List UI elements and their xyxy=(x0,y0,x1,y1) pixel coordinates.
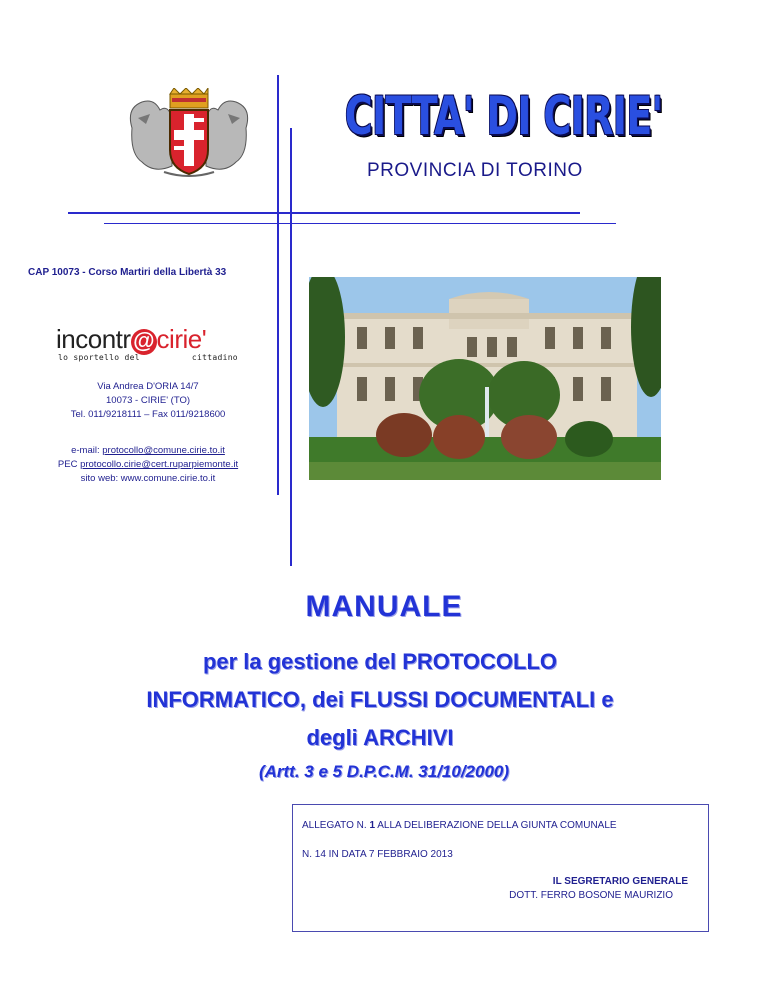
contact-address-block xyxy=(36,380,260,422)
vertical-divider-left xyxy=(277,75,279,495)
vertical-divider-right xyxy=(290,128,292,566)
logo-text-before: incontr xyxy=(56,324,131,354)
website-text: sito web: www.comune.cirie.to.it xyxy=(80,473,216,484)
logo-at-icon: @ xyxy=(131,329,157,355)
contact-city: 10073 - CIRIE' (TO) xyxy=(106,395,190,406)
pec-link[interactable]: protocollo.cirie@cert.ruparpiemonte.it xyxy=(80,459,239,470)
document-title: MANUALE xyxy=(305,590,463,623)
pec-label: PEC xyxy=(57,459,81,470)
signer-role: IL SEGRETARIO GENERALE xyxy=(552,876,688,887)
email-label: e-mail: xyxy=(71,445,103,456)
logo-sub-left: lo sportello del xyxy=(58,353,140,362)
contact-phone: Tel. 011/9218111 – Fax 011/9218600 xyxy=(70,409,226,420)
horizontal-divider-bottom xyxy=(104,223,616,224)
attachment-box xyxy=(292,804,709,932)
signer-name: DOTT. FERRO BOSONE MAURIZIO xyxy=(509,890,673,901)
coat-of-arms-icon xyxy=(124,88,254,180)
attachment-line1 xyxy=(302,820,617,831)
town-hall-photo xyxy=(309,277,661,480)
city-title: CITTA' DI CIRIE' xyxy=(344,86,663,147)
contact-street: Via Andrea D'ORIA 14/7 xyxy=(97,381,199,392)
attachment-suffix: ALLA DELIBERAZIONE DELLA GIUNTA COMUNALE xyxy=(375,820,617,831)
legal-reference: (Artt. 3 e 5 D.P.C.M. 31/10/2000) xyxy=(258,762,510,781)
document-subtitle-line2: INFORMATICO, dei FLUSSI DOCUMENTALI e xyxy=(146,687,614,712)
attachment-prefix: ALLEGATO N. xyxy=(302,820,370,831)
logo-subtitle xyxy=(58,353,238,362)
service-logo xyxy=(56,324,206,355)
email-link[interactable]: protocollo@comune.cirie.to.it xyxy=(102,445,225,456)
attachment-number: 1 xyxy=(369,820,375,831)
attachment-line2: N. 14 IN DATA 7 FEBBRAIO 2013 xyxy=(302,849,453,860)
contact-online-block xyxy=(36,444,260,486)
logo-sub-right: cittadino xyxy=(191,353,238,362)
document-subtitle-line3: degli ARCHIVI xyxy=(306,725,454,750)
province-label: PROVINCIA DI TORINO xyxy=(367,160,583,181)
postal-address: CAP 10073 - Corso Martiri della Libertà 33 xyxy=(28,267,227,278)
logo-text-after: cirie' xyxy=(156,324,207,354)
horizontal-divider-top xyxy=(68,212,580,214)
document-subtitle-line1: per la gestione del PROTOCOLLO xyxy=(202,649,558,674)
